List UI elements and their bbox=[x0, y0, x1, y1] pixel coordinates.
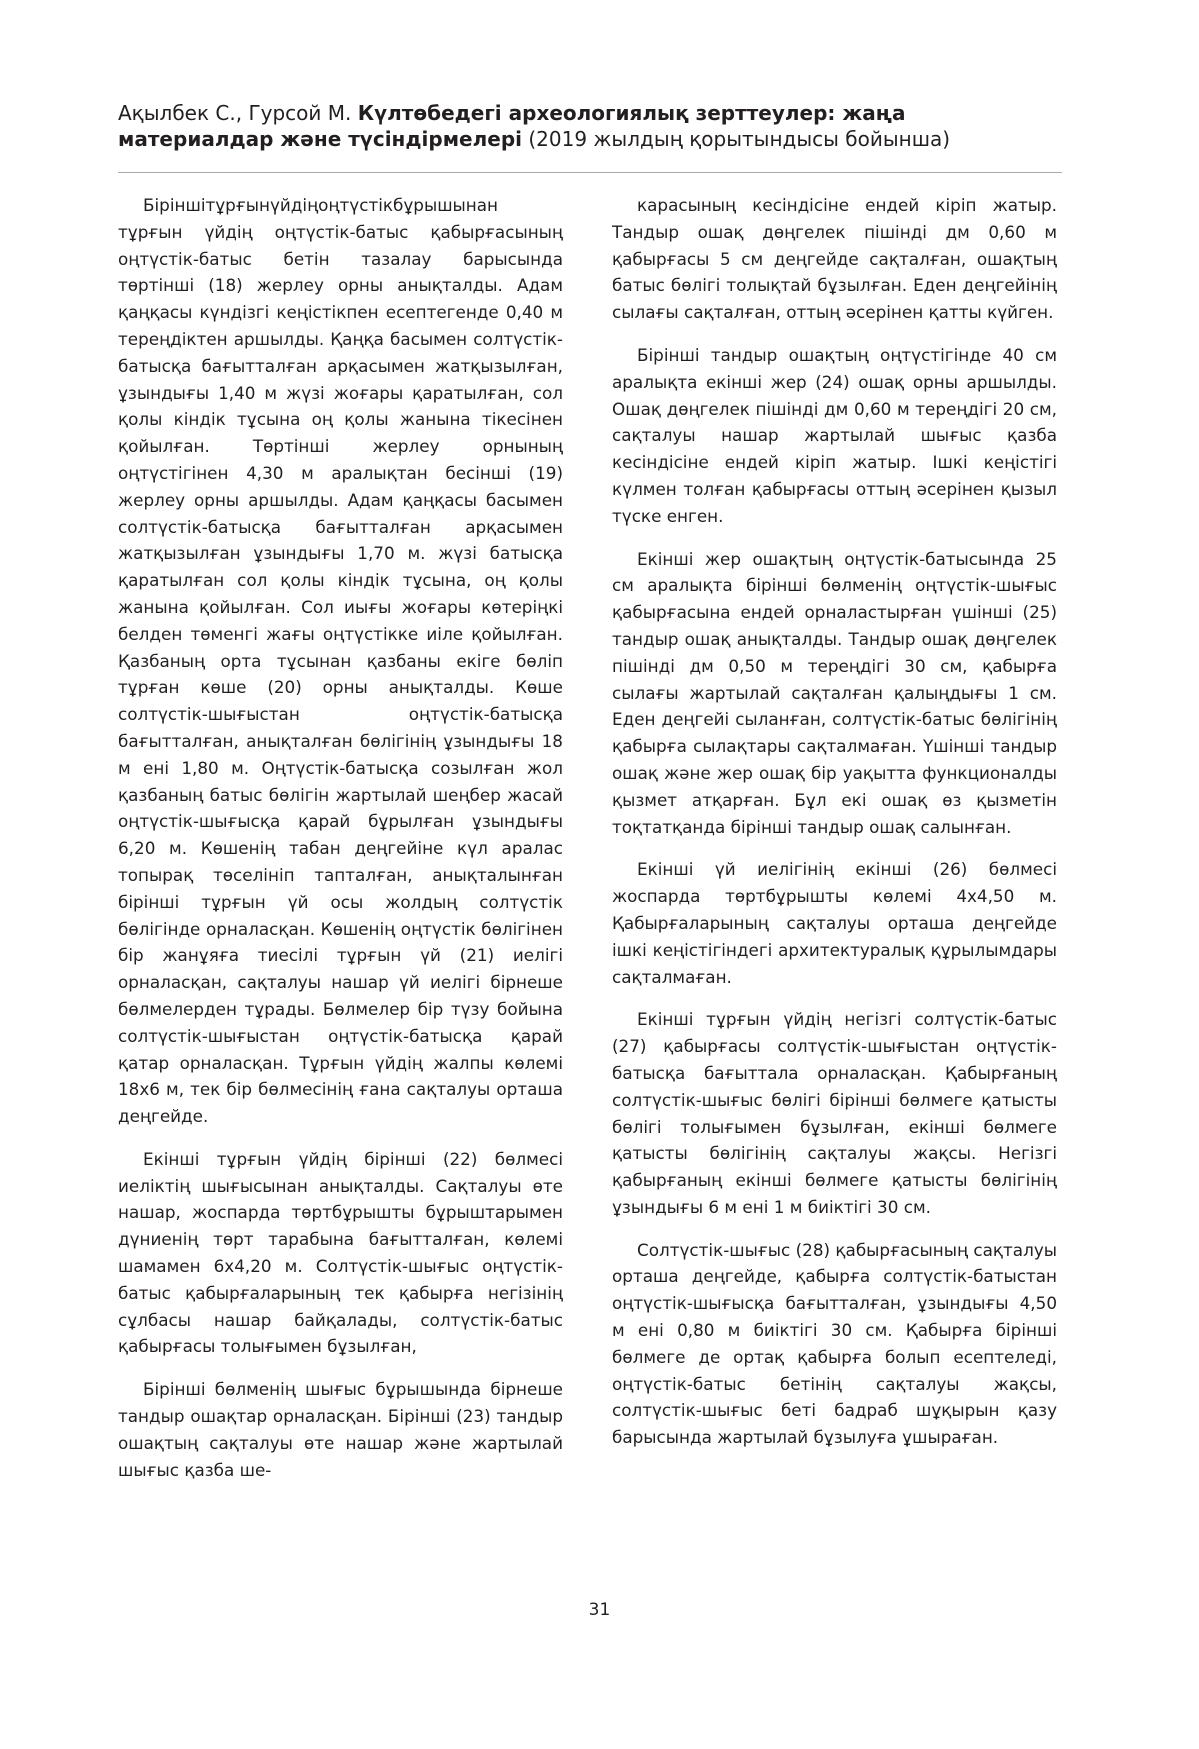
header-article-title: Күлтөбедегі археологиялық зерттеулер: жаңа материалдар және түсіндірмелері bbox=[118, 101, 906, 151]
header-subtitle: (2019 жылдың қорытындысы бойынша) bbox=[522, 127, 951, 151]
paragraph: Біріншітұрғынүйдіңоңтүстікбұрышынан тұрғын үйдің оңтүстік-батыс қабырғасының оңтүстік-батыс бетін тазалау барысында төртінші (18) жерлеу орны анықталды. Адам қаңқасы күндізгі кеңістікпен есептегенде 0,40 м тереңдіктен аршылды. Қаңқа басымен солтүстік-батысқа бағытталған арқасымен жатқызылған, ұзындығы 1,40 м жүзі жоғары қаратылған, сол қолы кіндік тұсына оң қолы жанына тікесінен қойылған. Төртінші жерлеу орнының оңтүстігінен 4,30 м аралықтан бесінші (19) жерлеу орны аршылды. Адам қаңқасы басымен солтүстік-батысқа бағытталған арқасымен жатқызылған ұзындығы 1,70 м. жүзі батысқа қаратылған сол қолы кіндік тұсына, оң қолы жанына қойылған. Сол иығы жоғары көтеріңкі белден төменгі жағы оңтүстікке иіле қойылған. Қазбаның орта тұсынан қазбаны екіге бөліп тұрған көше (20) орны анықталды. Көше солтүстік-шығыстан оңтүстік-батысқа бағытталған, анықталған бөлігінің ұзындығы 18 м ені 1,80 м. Оңтүстік-батысқа созылған жол қазбаның батыс бөлігін жартылай шеңбер жасай оңтүстік-шығысқа қарай бұрылған ұзындығы 6,20 м. Көшенің табан деңгейіне күл аралас топырақ төселініп тапталған, анықталынған бірінші тұрғын үй осы жолдың солтүстік бөлігінде орналасқан. Көшенің оңтүстік бөлігінен бір жанұяға тиесілі тұрғын үй (21) иелігі орналасқан, сақталуы нашар үй иелігі бірнеше бөлмелерден тұрады. Бөлмелер бір түзу бойына солтүстік-шығыстан оңтүстік-батысқа қарай қатар орналасқан. Тұрғын үйдің жалпы көлемі 18х6 м, тек бір бөлмесінің ғана сақталуы орташа деңгейде. bbox=[118, 195, 563, 1127]
left-column bbox=[118, 192, 563, 1499]
header-authors: Ақылбек С., Гурсой М. bbox=[118, 101, 358, 125]
paragraph: Солтүстік-шығыс (28) қабырғасының сақталуы орташа деңгейде, қабырға солтүстік-батыстан оңтүстік-шығысқа бағытталған, ұзындығы 4,50 м ені 0,80 м биіктігі 30 см. Қабырға бірінші бөлмеге де ортақ қабырға болып есептеледі, оңтүстік-батыс бетінің сақталуы жақсы, солтүстік-шығыс беті бадраб шұқырын қазу барысында жартылай бұзылуға ұшыраған. bbox=[612, 1239, 1057, 1448]
right-column bbox=[612, 192, 1057, 1467]
paragraph: Екінші жер ошақтың оңтүстік-батысында 25 см аралықта бірінші бөлменің оңтүстік-шығыс қабырғасына ендей орналастырған үшінші (25) тандыр ошақ анықталды. Тандыр ошақ дөңгелек пішінді дм 0,50 м тереңдігі 30 см, қабырға сылағы жартылай сақталған қалыңдығы 1 см. Еден деңгейі сыланған, солтүстік-батыс бөлігінің қабырға сылақтары сақталмаған. Үшінші тандыр ошақ және жер ошақ бір уақытта функционалды қызмет атқарған. Бұл екі ошақ өз қызметін тоқтатқанда бірінші тандыр ошақ салынған. bbox=[612, 548, 1057, 837]
header-divider bbox=[118, 172, 1062, 173]
paragraph: Екінші тұрғын үйдің бірінші (22) бөлмесі иеліктің шығысынан анықталды. Сақталуы өте нашар, жоспарда төртбұрышты бұрыштарымен дүниенің төрт тарабына бағытталған, көлемі шамамен 6х4,20 м. Солтүстік-шығыс оңтүстік-батыс қабырғаларының тек қабырға негізінің сұлбасы нашар байқалады, солтүстік-батыс қабырғасы толығымен бұзылған, bbox=[118, 1148, 563, 1357]
paragraph: Екінші тұрғын үйдің негізгі солтүстік-батыс (27) қабырғасы солтүстік-шығыстан оңтүстік-батысқа бағыттала орналасқан. Қабырғаның солтүстік-шығыс бөлігі бірінші бөлмеге қатысты бөлігі толығымен бұзылған, екінші бөлмеге қатысты бөлігінің сақталуы жақсы. Негізгі қабырғаның екінші бөлмеге қатысты бөлігінің ұзындығы 6 м ені 1 м биіктігі 30 см. bbox=[612, 1009, 1057, 1217]
paragraph: Бірінші тандыр ошақтың оңтүстігінде 40 см аралықта екінші жер (24) ошақ орны аршылды. Ошақ дөңгелек пішінді дм 0,60 м тереңдігі 20 см, сақталуы нашар жартылай шығыс қазба кесіндісіне ендей кіріп жатыр. Ішкі кеңістігі күлмен толған қабырғасы оттың әсерінен қызыл түске енген. bbox=[612, 344, 1057, 526]
paragraph: карасының кесіндісіне ендей кіріп жатыр. Тандыр ошақ дөңгелек пішінді дм 0,60 м қабырғасы 5 см деңгейде сақталған, ошақтың батыс бөлігі толықтай бұзылған. Еден деңгейінің сылағы сақталған, оттың әсерінен қатты күйген. bbox=[612, 195, 1057, 323]
running-header bbox=[118, 100, 1062, 152]
paragraph: Екінші үй иелігінің екінші (26) бөлмесі жоспарда төртбұрышты көлемі 4х4,50 м. Қабырғаларының сақталуы орташа деңгейде ішкі кеңістігіндегі архитектуралық құрылымдары сақталмаған. bbox=[612, 859, 1057, 987]
paragraph: Бірінші бөлменің шығыс бұрышында бірнеше тандыр ошақтар орналасқан. Бірінші (23) тандыр ошақтың сақталуы өте нашар және жартылай шығыс қазба ше- bbox=[118, 1379, 563, 1480]
page-number: 31 bbox=[588, 1600, 611, 1620]
